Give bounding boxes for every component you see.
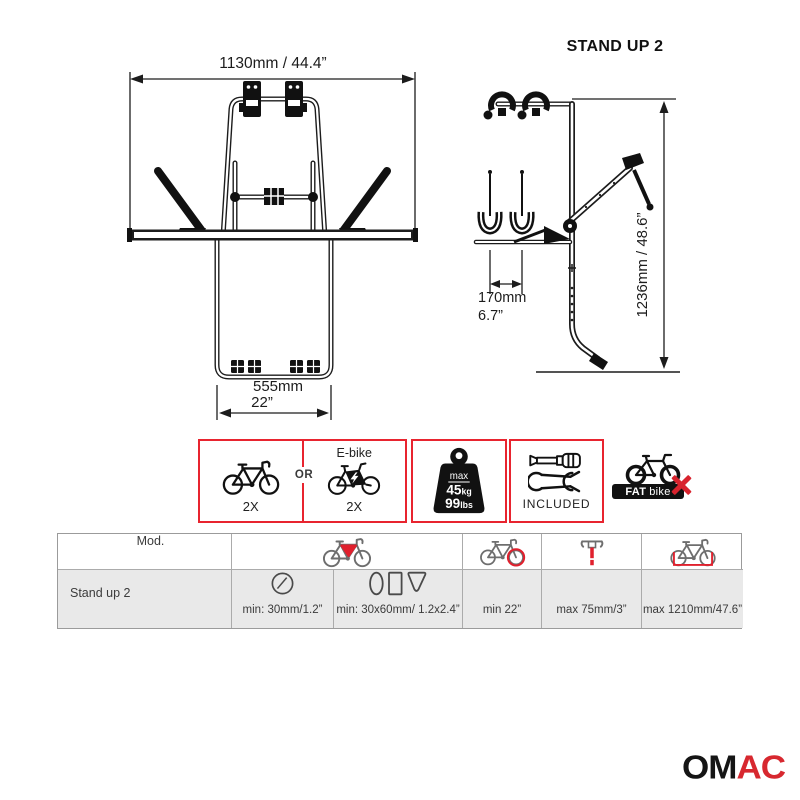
bike-capacity-cell — [200, 441, 304, 521]
front-width-dimension: 1130mm / 44.4” — [219, 55, 327, 72]
table-header-frame — [232, 534, 463, 570]
bike-length-icon — [668, 536, 718, 568]
weight-max-label: max — [449, 471, 469, 483]
logo-red-part: AC — [736, 749, 785, 787]
table-header-wheel — [463, 534, 542, 570]
front-base-dimension-mm: 555mm — [252, 378, 304, 395]
tools-icon — [528, 451, 586, 493]
spec-cell-tube-diameter: min: 30mm/1.2” — [232, 570, 334, 628]
spec-cell-length-max: max 1210mm/47.6” — [642, 570, 743, 628]
weight-icon — [427, 445, 491, 517]
tube-diameter-icon — [269, 570, 296, 597]
side-view-drawing — [450, 58, 700, 408]
ebike-icon — [324, 460, 384, 497]
ebike-quantity: 2X — [346, 499, 363, 514]
tools-included-badge — [509, 439, 604, 523]
spec-cell-seatpost-max: max 75mm/3” — [542, 570, 642, 628]
logo-black-part: OM — [682, 749, 737, 787]
no-fatbike-badge — [612, 450, 692, 504]
table-header-seatpost — [542, 534, 642, 570]
front-base-dimension-in: 22” — [251, 394, 273, 411]
spec-table — [57, 533, 742, 629]
bike-quantity: 2X — [242, 499, 259, 514]
or-label: OR — [291, 467, 317, 483]
side-depth-dimension-mm: 170mm — [478, 290, 527, 306]
bike-frame-icon — [320, 535, 374, 569]
bike-icon — [220, 457, 282, 497]
max-weight-badge — [411, 439, 507, 523]
spec-cell-tube-profile: min: 30x60mm/ 1.2x2.4” — [334, 570, 463, 628]
table-header-length — [642, 534, 743, 570]
product-title: STAND UP 2 — [566, 38, 664, 55]
omac-logo — [655, 749, 785, 787]
weight-lbs-value: 99lbs — [445, 496, 473, 512]
tube-profile-icon — [366, 570, 430, 597]
crossed-out-icon — [670, 474, 692, 496]
fatbike-label: FAT bike — [612, 484, 684, 499]
bike-wheel-icon — [477, 536, 527, 567]
spec-cell-wheel-min: min 22” — [463, 570, 542, 628]
side-height-dimension: 1236mm / 48.6” — [634, 212, 651, 318]
table-row-model: Stand up 2 — [58, 570, 232, 628]
ebike-capacity-cell — [304, 441, 406, 521]
seatpost-icon — [579, 537, 605, 567]
ebike-title: E-bike — [336, 446, 372, 460]
included-label: INCLUDED — [522, 497, 591, 511]
front-view-drawing — [110, 45, 435, 425]
weight-kg-value: 45kg — [446, 482, 472, 498]
table-header-mod: Mod. — [58, 534, 232, 570]
side-depth-dimension-in: 6.7” — [478, 308, 503, 324]
